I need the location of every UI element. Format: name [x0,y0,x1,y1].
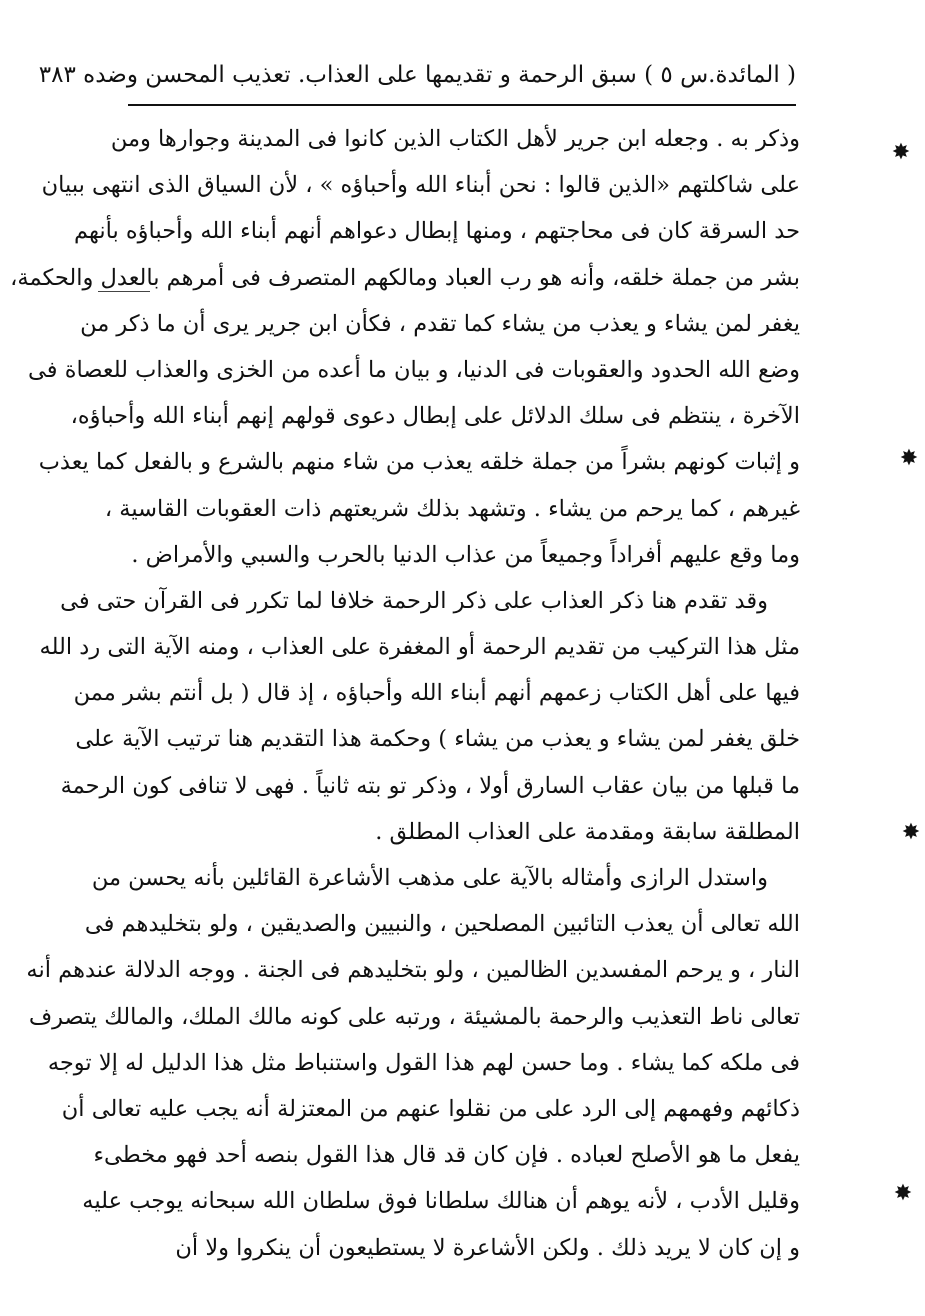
paragraph-3 [26,855,800,1271]
ornament-top: ✸ [891,140,911,165]
text-line: مثل هذا التركيب من تقديم الرحمة أو المغفرة على العذاب ، ومنه الآية التى رد الله [39,634,800,661]
paragraph-1 [10,116,800,578]
paragraph-2 [39,578,800,855]
header-rule [128,104,796,106]
text-line: النار ، و يرحم المفسدين الظالمين ، ولو بتخليدهم فى الجنة . ووجه الدلالة عندهم أنه [26,957,800,984]
ornament-upper-middle: ✸ [899,446,919,471]
ornament-bottom: ✸ [893,1181,913,1206]
body-text [10,116,800,1271]
text-line: وما وقع عليهم أفراداً وجميعاً من عذاب الدنيا بالحرب والسبي والأمراض . [131,541,800,568]
ornament-lower-middle: ✸ [901,820,921,845]
text-line: فى ملكه كما يشاء . وما حسن لهم هذا القول واستنباط مثل هذا الدليل له إلا توجه [47,1049,800,1076]
text-line: حد السرقة كان فى محاجتهم ، ومنها إبطال دعواهم أنهم أبناء الله وأحباؤه بأنهم [74,218,800,245]
text-line: ذكائهم وفهمهم إلى الرد على من نقلوا عنهم من المعتزلة أنه يجب عليه تعالى أن [61,1095,800,1122]
text-line: بشر من جملة خلقه، وأنه هو رب العباد ومالكهم المتصرف فى أمرهم بالعدل والحكمة، [10,264,800,291]
text-line: خلق يغفر لمن يشاء و يعذب من يشاء ) وحكمة هذا التقديم هنا ترتيب الآية على [75,726,800,753]
text-line: واستدل الرازى وأمثاله بالآية على مذهب الأشاعرة القائلين بأنه يحسن من [91,865,768,891]
text-line: و إثبات كونهم بشراً من جملة خلقه يعذب من شاء منهم بالشرع و بالفعل كما يعذب [38,449,800,476]
text-line: وقليل الأدب ، لأنه يوهم أن هنالك سلطانا فوق سلطان الله سبحانه يوجب عليه [82,1188,800,1215]
text-line: ما قبلها من بيان عقاب السارق أولا ، وذكر تو بته ثانياً . فهى لا تنافى كون الرحمة [60,772,800,799]
text-line: الآخرة ، ينتظم فى سلك الدلائل على إبطال دعوى قولهم إنهم أبناء الله وأحباؤه، [70,403,800,430]
text-line: تعالى ناط التعذيب والرحمة بالمشيئة ، ورتبه على كونه مالك الملك، والمالك يتصرف [28,1003,800,1030]
text-line: وقد تقدم هنا ذكر العذاب على ذكر الرحمة خلافا لما تكرر فى القرآن حتى فى [60,587,768,614]
text-line: الله تعالى أن يعذب التائبين المصلحين ، والنبيين والصديقين ، ولو بتخليدهم فى [84,911,800,938]
text-line: فيها على أهل الكتاب زعمهم أنهم أبناء الله وأحباؤه ، إذ قال ( بل أنتم بشر ممن [73,680,800,707]
text-line: يغفر لمن يشاء و يعذب من يشاء كما تقدم ، فكأن ابن جرير يرى أن ما ذكر من [80,310,800,337]
text-line: وضع الله الحدود والعقوبات فى الدنيا، و بيان ما أعده من الخزى والعذاب للعصاة فى [28,356,800,383]
text-line: المطلقة سابقة ومقدمة على العذاب المطلق . [375,818,800,845]
text-line: على شاكلتهم «الذين قالوا : نحن أبناء الله وأحباؤه » ، لأن السياق الذى انتهى ببيان [41,172,800,199]
text-line: يفعل ما هو الأصلح لعباده . فإن كان قد قال هذا القول بنصه أحد فهو مخطىء [93,1142,800,1169]
text-line: و إن كان لا يريد ذلك . ولكن الأشاعرة لا يستطيعون أن ينكروا ولا أن [175,1234,800,1261]
running-header: ( المائدة.س ٥ ) سبق الرحمة و تقديمها على العذاب. تعذيب المحسن وضده ٣٨٣ [38,62,796,88]
text-line: غيرهم ، كما يرحم من يشاء . وتشهد بذلك شريعتهم ذات العقوبات القاسية ، [104,495,800,522]
text-line: وذكر به . وجعله ابن جرير لأهل الكتاب الذين كانوا فى المدينة وجوارها ومن [110,126,800,152]
